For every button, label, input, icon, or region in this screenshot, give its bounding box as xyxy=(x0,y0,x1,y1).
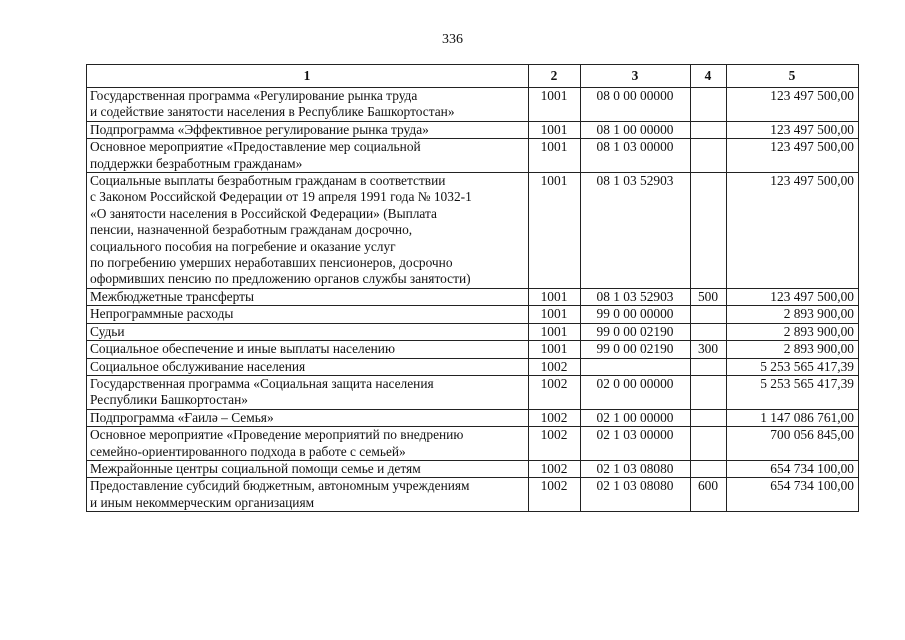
row-expense-type-cell xyxy=(691,121,727,138)
row-target-article-cell: 99 0 00 02190 xyxy=(581,323,691,340)
row-section-cell: 1001 xyxy=(529,323,581,340)
row-expense-type-cell xyxy=(691,358,727,375)
row-expense-type-cell: 600 xyxy=(691,478,727,512)
row-name-cell: Социальное обслуживание населения xyxy=(87,358,529,375)
row-name-cell: Судьи xyxy=(87,323,529,340)
row-name-cell: Социальное обеспечение и иные выплаты населению xyxy=(87,341,529,358)
table-row xyxy=(87,306,859,323)
row-name-cell: Государственная программа «Социальная защита населения Республики Башкортостан» xyxy=(87,375,529,409)
header-col-2: 2 xyxy=(529,65,581,88)
header-col-1: 1 xyxy=(87,65,529,88)
row-target-article-cell: 08 1 00 00000 xyxy=(581,121,691,138)
row-section-cell: 1001 xyxy=(529,306,581,323)
row-amount-cell: 123 497 500,00 xyxy=(727,288,859,305)
row-name-cell: Подпрограмма «Эффективное регулирование рынка труда» xyxy=(87,121,529,138)
table-row xyxy=(87,121,859,138)
row-expense-type-cell xyxy=(691,409,727,426)
row-name-cell: Межрайонные центры социальной помощи семье и детям xyxy=(87,460,529,477)
table-row xyxy=(87,375,859,409)
table-row xyxy=(87,358,859,375)
row-target-article-cell: 08 0 00 00000 xyxy=(581,88,691,122)
row-name-cell: Социальные выплаты безработным гражданам в соответствии с Законом Российской Федерации от 19 апреля 1991 года № 1032-1 «О занятости населения в Российской Федерации» (Выплата пенсии, назначенной безработным гражданам досрочно, социального пособия на погребение и оказание услуг по погребению умерших неработавших пенсионеров, досрочно оформивших пенсию по предложению органов службы занятости) xyxy=(87,173,529,289)
header-col-3: 3 xyxy=(581,65,691,88)
table-row xyxy=(87,139,859,173)
table-row xyxy=(87,478,859,512)
row-amount-cell: 654 734 100,00 xyxy=(727,478,859,512)
row-section-cell: 1001 xyxy=(529,173,581,289)
row-section-cell: 1002 xyxy=(529,427,581,461)
table-row xyxy=(87,341,859,358)
row-target-article-cell: 08 1 03 52903 xyxy=(581,173,691,289)
row-name-cell: Предоставление субсидий бюджетным, автономным учреждениям и иным некоммерческим организациям xyxy=(87,478,529,512)
row-name-cell: Государственная программа «Регулирование рынка труда и содействие занятости населения в Республике Башкортостан» xyxy=(87,88,529,122)
row-target-article-cell: 08 1 03 00000 xyxy=(581,139,691,173)
budget-table xyxy=(86,64,859,512)
row-section-cell: 1002 xyxy=(529,409,581,426)
row-expense-type-cell xyxy=(691,306,727,323)
row-expense-type-cell: 300 xyxy=(691,341,727,358)
row-target-article-cell: 02 1 03 08080 xyxy=(581,478,691,512)
row-amount-cell: 123 497 500,00 xyxy=(727,121,859,138)
row-section-cell: 1001 xyxy=(529,139,581,173)
table-row xyxy=(87,288,859,305)
row-name-cell: Непрограммные расходы xyxy=(87,306,529,323)
row-section-cell: 1001 xyxy=(529,88,581,122)
row-expense-type-cell: 500 xyxy=(691,288,727,305)
row-amount-cell: 1 147 086 761,00 xyxy=(727,409,859,426)
row-name-cell: Подпрограмма «Ғаилә – Семья» xyxy=(87,409,529,426)
row-amount-cell: 5 253 565 417,39 xyxy=(727,358,859,375)
row-section-cell: 1002 xyxy=(529,460,581,477)
row-expense-type-cell xyxy=(691,323,727,340)
row-expense-type-cell xyxy=(691,427,727,461)
table-row xyxy=(87,409,859,426)
row-amount-cell: 2 893 900,00 xyxy=(727,306,859,323)
row-target-article-cell xyxy=(581,358,691,375)
row-target-article-cell: 02 0 00 00000 xyxy=(581,375,691,409)
header-col-5: 5 xyxy=(727,65,859,88)
table-row xyxy=(87,323,859,340)
table-row xyxy=(87,460,859,477)
page-number: 336 xyxy=(442,32,463,47)
row-amount-cell: 700 056 845,00 xyxy=(727,427,859,461)
row-section-cell: 1002 xyxy=(529,358,581,375)
table-row xyxy=(87,427,859,461)
row-amount-cell: 2 893 900,00 xyxy=(727,323,859,340)
row-name-cell: Основное мероприятие «Проведение мероприятий по внедрению семейно-ориентированного подхода в работе с семьей» xyxy=(87,427,529,461)
row-expense-type-cell xyxy=(691,139,727,173)
row-section-cell: 1001 xyxy=(529,121,581,138)
row-expense-type-cell xyxy=(691,173,727,289)
row-amount-cell: 654 734 100,00 xyxy=(727,460,859,477)
row-section-cell: 1001 xyxy=(529,341,581,358)
row-name-cell: Основное мероприятие «Предоставление мер социальной поддержки безработным гражданам» xyxy=(87,139,529,173)
row-section-cell: 1001 xyxy=(529,288,581,305)
row-name-cell: Межбюджетные трансферты xyxy=(87,288,529,305)
row-target-article-cell: 02 1 03 00000 xyxy=(581,427,691,461)
row-expense-type-cell xyxy=(691,460,727,477)
row-target-article-cell: 02 1 03 08080 xyxy=(581,460,691,477)
row-amount-cell: 123 497 500,00 xyxy=(727,139,859,173)
row-amount-cell: 2 893 900,00 xyxy=(727,341,859,358)
table-row xyxy=(87,173,859,289)
table-row xyxy=(87,88,859,122)
row-section-cell: 1002 xyxy=(529,375,581,409)
row-amount-cell: 123 497 500,00 xyxy=(727,173,859,289)
row-target-article-cell: 02 1 00 00000 xyxy=(581,409,691,426)
row-target-article-cell: 99 0 00 02190 xyxy=(581,341,691,358)
header-row xyxy=(87,65,859,88)
row-expense-type-cell xyxy=(691,88,727,122)
row-target-article-cell: 99 0 00 00000 xyxy=(581,306,691,323)
row-amount-cell: 5 253 565 417,39 xyxy=(727,375,859,409)
row-amount-cell: 123 497 500,00 xyxy=(727,88,859,122)
row-expense-type-cell xyxy=(691,375,727,409)
row-target-article-cell: 08 1 03 52903 xyxy=(581,288,691,305)
header-col-4: 4 xyxy=(691,65,727,88)
row-section-cell: 1002 xyxy=(529,478,581,512)
